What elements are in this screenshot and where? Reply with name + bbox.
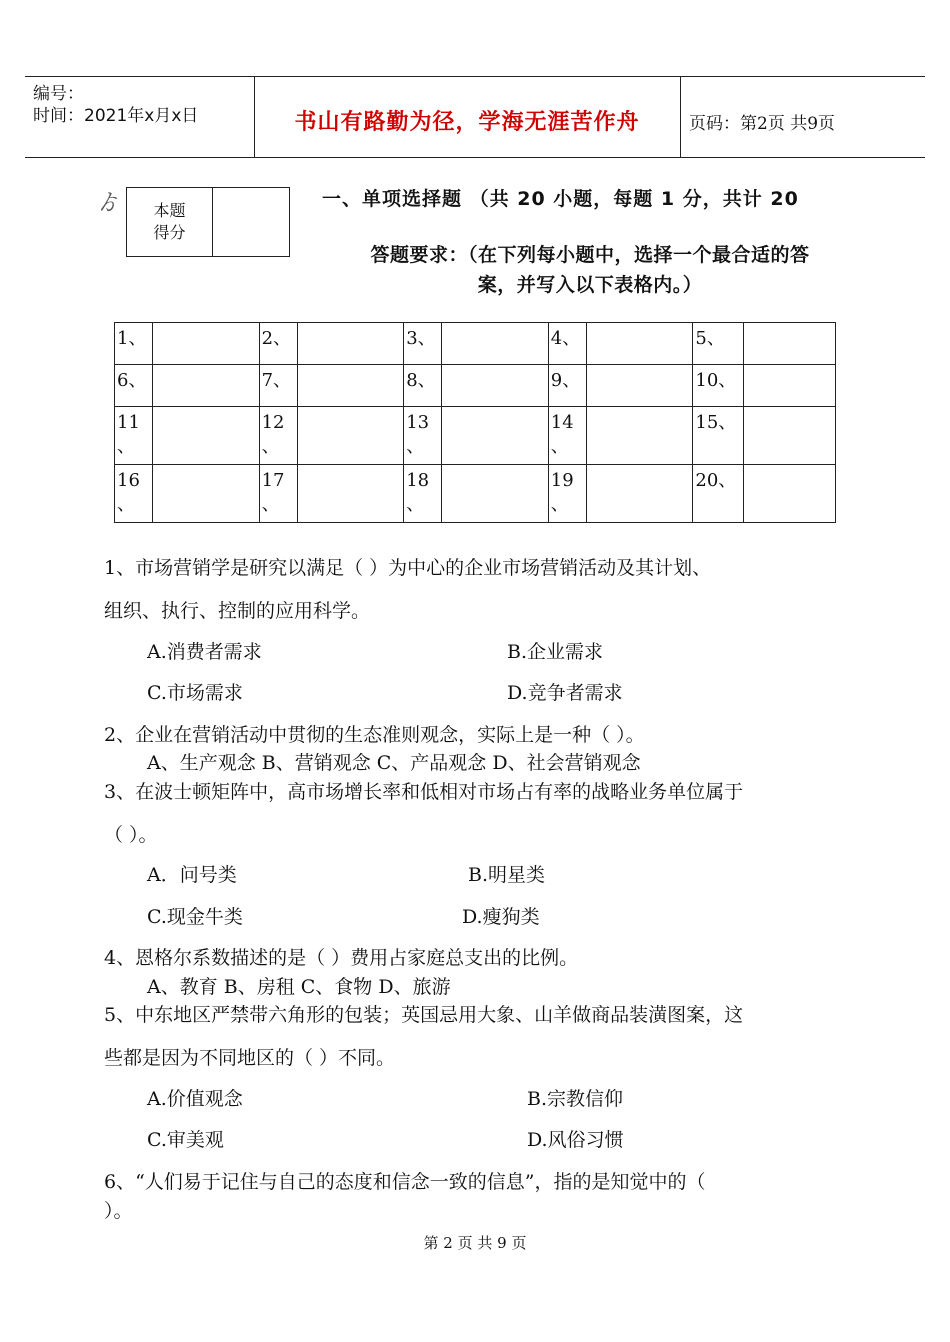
answer-blank-cell[interactable] (586, 465, 692, 523)
answer-number-cell: 14 、 (548, 407, 586, 465)
header-motto: 书山有路勤为径，学海无涯苦作舟 (294, 109, 640, 135)
question-3-option-d: D.瘦狗类 (462, 906, 540, 928)
answer-number-cell: 1、 (115, 323, 153, 365)
answer-blank-cell[interactable] (743, 365, 835, 407)
time-label: 时间：2021年x月x日 (33, 106, 199, 126)
answer-blank-cell[interactable] (442, 365, 548, 407)
page-footer: 第 2 页 共 9 页 (423, 1234, 527, 1252)
page-header (25, 76, 925, 158)
answer-number-cell: 15、 (693, 407, 743, 465)
answer-number-cell: 8、 (404, 365, 442, 407)
question-1-line2: 组织、执行、控制的应用科学。 (104, 600, 371, 622)
answer-blank-cell[interactable] (743, 407, 835, 465)
answer-blank-cell[interactable] (442, 465, 548, 523)
answer-table-row (115, 465, 836, 523)
answer-number-cell: 19 、 (548, 465, 586, 523)
answer-number-cell: 9、 (548, 365, 586, 407)
answer-table-row (115, 407, 836, 465)
question-2-line1: 2、企业在营销活动中贯彻的生态准则观念，实际上是一种（ ）。 (104, 724, 645, 746)
question-3-option-c: C.现金牛类 (147, 906, 243, 928)
answer-blank-cell[interactable] (297, 465, 403, 523)
question-1-option-c: C.市场需求 (147, 682, 243, 704)
question-1-option-d: D.竞争者需求 (507, 682, 623, 704)
question-1-line1: 1、市场营销学是研究以满足（ ）为中心的企业市场营销活动及其计划、 (104, 557, 712, 579)
section-requirement (330, 240, 850, 300)
answer-number-cell: 20、 (693, 465, 743, 523)
answer-blank-cell[interactable] (586, 365, 692, 407)
question-5-option-b: B.宗教信仰 (527, 1088, 624, 1110)
question-1-option-b: B.企业需求 (507, 641, 604, 663)
answer-number-cell: 16 、 (115, 465, 153, 523)
requirement-line1: 答题要求：（在下列每小题中，选择一个最合适的答 (370, 244, 810, 266)
question-3-line1: 3、在波士顿矩阵中，高市场增长率和低相对市场占有率的战略业务单位属于 (104, 781, 744, 803)
answer-blank-cell[interactable] (442, 323, 548, 365)
requirement-line2: 案，并写入以下表格内。） (477, 274, 703, 296)
answer-number-cell: 17 、 (259, 465, 297, 523)
question-6-line1: 6、“人们易于记住与自己的态度和信念一致的信息”，指的是知觉中的（ (104, 1171, 706, 1193)
answer-number-cell: 6、 (115, 365, 153, 407)
header-left (33, 83, 198, 163)
question-3-option-b: B.明星类 (468, 864, 546, 886)
question-5-option-a: A.价值观念 (147, 1088, 243, 1110)
score-box (126, 187, 290, 257)
answer-blank-cell[interactable] (153, 407, 259, 465)
question-6-line2: ）。 (104, 1200, 133, 1222)
answer-table-row (115, 323, 836, 365)
score-label-line1: 本题 (153, 201, 186, 220)
answer-blank-cell[interactable] (297, 407, 403, 465)
answer-table (114, 322, 836, 523)
answer-table-row (115, 365, 836, 407)
answer-blank-cell[interactable] (743, 323, 835, 365)
question-5-option-c: C.审美观 (147, 1129, 224, 1151)
question-2-options: A、生产观念 B、营销观念 C、产品观念 D、社会营销观念 (147, 752, 641, 774)
section-title: 一、单项选择题 （共 20 小题，每题 1 分，共计 20 (322, 188, 799, 210)
question-3-option-a: A．问号类 (147, 864, 237, 886)
answer-blank-cell[interactable] (743, 465, 835, 523)
question-4-line1: 4、恩格尔系数描述的是（ ）费用占家庭总支出的比例。 (104, 947, 579, 969)
answer-number-cell: 3、 (404, 323, 442, 365)
decorative-glyph: ゟ (98, 191, 121, 216)
question-5-line2: 些都是因为不同地区的（ ）不同。 (104, 1047, 396, 1069)
header-page-info: 页码：第2页 共9页 (689, 114, 836, 134)
answer-blank-cell[interactable] (586, 323, 692, 365)
answer-number-cell: 10、 (693, 365, 743, 407)
answer-blank-cell[interactable] (297, 323, 403, 365)
answer-number-cell: 13 、 (404, 407, 442, 465)
answer-blank-cell[interactable] (297, 365, 403, 407)
answer-blank-cell[interactable] (153, 465, 259, 523)
answer-blank-cell[interactable] (442, 407, 548, 465)
answer-number-cell: 18 、 (404, 465, 442, 523)
answer-number-cell: 11 、 (115, 407, 153, 465)
question-4-options: A、教育 B、房租 C、食物 D、旅游 (147, 976, 451, 998)
question-3-line2: （ ）。 (104, 824, 158, 846)
answer-number-cell: 2、 (259, 323, 297, 365)
code-label: 编号： (33, 84, 84, 104)
answer-number-cell: 7、 (259, 365, 297, 407)
answer-number-cell: 5、 (693, 323, 743, 365)
score-label-line2: 得分 (153, 223, 186, 242)
answer-number-cell: 4、 (548, 323, 586, 365)
header-divider (680, 77, 681, 157)
answer-blank-cell[interactable] (153, 323, 259, 365)
question-1-option-a: A.消费者需求 (147, 641, 262, 663)
answer-number-cell: 12 、 (259, 407, 297, 465)
question-5-option-d: D.风俗习惯 (527, 1129, 624, 1151)
score-label (127, 188, 213, 256)
question-5-line1: 5、中东地区严禁带六角形的包装；英国忌用大象、山羊做商品装潢图案，这 (104, 1004, 744, 1026)
answer-blank-cell[interactable] (586, 407, 692, 465)
answer-blank-cell[interactable] (153, 365, 259, 407)
